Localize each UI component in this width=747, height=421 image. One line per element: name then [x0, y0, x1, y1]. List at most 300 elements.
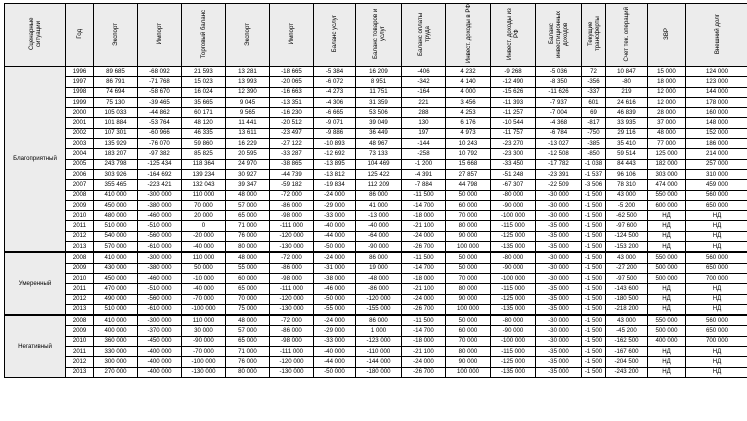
value-cell: -24 000: [402, 294, 446, 304]
table-row: [5, 294, 747, 304]
value-cell: 550 000: [648, 190, 686, 200]
value-cell: -180 500: [606, 294, 648, 304]
value-cell: -162 500: [606, 336, 648, 346]
value-cell: 550 000: [648, 315, 686, 326]
value-cell: -51 248: [491, 169, 536, 179]
year-cell: 2010: [66, 273, 94, 283]
value-cell: -35 000: [536, 231, 582, 241]
value-cell: -18 000: [402, 336, 446, 346]
header-row: [5, 4, 747, 67]
value-cell: -1 500: [582, 347, 606, 357]
value-cell: 650 000: [686, 326, 747, 336]
value-cell: -510 000: [138, 284, 182, 294]
value-cell: 50 000: [182, 263, 226, 273]
value-cell: 86 000: [356, 252, 402, 263]
value-cell: -44 739: [270, 169, 314, 179]
value-cell: -130 000: [270, 367, 314, 377]
table-container: [4, 3, 743, 378]
value-cell: 183 207: [94, 149, 138, 159]
year-cell: 2008: [66, 252, 94, 263]
value-cell: -120 000: [270, 294, 314, 304]
value-cell: -76 070: [138, 139, 182, 149]
value-cell: -12 692: [314, 149, 356, 159]
value-cell: 80 000: [226, 367, 270, 377]
value-cell: НД: [648, 304, 686, 315]
value-cell: -125 434: [138, 159, 182, 169]
value-cell: 310 000: [686, 169, 747, 179]
value-cell: -21 100: [402, 284, 446, 294]
value-cell: 243 798: [94, 159, 138, 169]
value-cell: 84 443: [606, 159, 648, 169]
value-cell: -18 665: [270, 67, 314, 77]
value-cell: -610 000: [138, 304, 182, 315]
value-cell: 100 000: [446, 304, 491, 315]
value-cell: 1 000: [356, 326, 402, 336]
value-cell: -4 273: [314, 87, 356, 97]
value-cell: 57 000: [226, 200, 270, 210]
value-cell: -560 000: [138, 294, 182, 304]
value-cell: 510 000: [94, 304, 138, 315]
value-cell: 60 000: [446, 200, 491, 210]
value-cell: 303 926: [94, 169, 138, 179]
value-cell: 4 232: [446, 67, 491, 77]
value-cell: 85 825: [182, 149, 226, 159]
value-cell: -72 000: [270, 190, 314, 200]
value-cell: -111 000: [270, 221, 314, 231]
value-cell: -11 393: [491, 97, 536, 107]
value-cell: -11 500: [402, 252, 446, 263]
value-cell: -125 000: [491, 231, 536, 241]
table-row: [5, 231, 747, 241]
column-header: Баланс оплаты труда: [402, 4, 446, 67]
value-cell: 4 000: [446, 87, 491, 97]
value-cell: -30 000: [536, 263, 582, 273]
value-cell: -13 895: [314, 159, 356, 169]
value-cell: -18 000: [402, 273, 446, 283]
value-cell: 86 000: [356, 190, 402, 200]
value-cell: -258: [402, 149, 446, 159]
value-cell: -67 307: [491, 180, 536, 190]
value-cell: -1 500: [582, 367, 606, 377]
value-cell: 700 000: [686, 336, 747, 346]
value-cell: -27 200: [606, 263, 648, 273]
value-cell: 36 449: [356, 128, 402, 138]
value-cell: 125 422: [356, 169, 402, 179]
value-cell: -243 200: [606, 367, 648, 377]
value-cell: 21 593: [182, 67, 226, 77]
value-cell: 75 000: [226, 304, 270, 315]
value-cell: 80 000: [226, 242, 270, 253]
value-cell: -6 665: [314, 108, 356, 118]
value-cell: -135 000: [491, 242, 536, 253]
value-cell: -30 000: [536, 211, 582, 221]
value-cell: -20 000: [182, 231, 226, 241]
value-cell: -90 000: [491, 263, 536, 273]
value-cell: -370 000: [138, 326, 182, 336]
value-cell: -24 000: [314, 190, 356, 200]
value-cell: -6 072: [314, 77, 356, 87]
table-row: [5, 367, 747, 377]
value-cell: -450 000: [138, 336, 182, 346]
value-cell: 46 839: [606, 108, 648, 118]
year-cell: 2005: [66, 159, 94, 169]
value-cell: -30 000: [536, 315, 582, 326]
value-cell: 19 000: [356, 263, 402, 273]
value-cell: 90 000: [446, 231, 491, 241]
value-cell: -30 000: [536, 336, 582, 346]
value-cell: 39 049: [356, 118, 402, 128]
table-row: [5, 118, 747, 128]
value-cell: 43 000: [606, 190, 648, 200]
value-cell: -70 000: [182, 294, 226, 304]
value-cell: 12 390: [226, 87, 270, 97]
column-header: Импорт: [270, 4, 314, 67]
value-cell: -44 862: [138, 108, 182, 118]
value-cell: 123 000: [686, 77, 747, 87]
value-cell: -30 000: [536, 326, 582, 336]
value-cell: -135 000: [491, 367, 536, 377]
value-cell: 60 171: [182, 108, 226, 118]
value-cell: -130 000: [182, 367, 226, 377]
value-cell: -12 490: [491, 77, 536, 87]
value-cell: -48 000: [356, 273, 402, 283]
table-row: [5, 139, 747, 149]
value-cell: -30 000: [536, 252, 582, 263]
value-cell: 80 000: [446, 221, 491, 231]
year-cell: 2000: [66, 108, 94, 118]
value-cell: -610 000: [138, 242, 182, 253]
value-cell: -33 450: [491, 159, 536, 169]
value-cell: 125 000: [648, 149, 686, 159]
value-cell: -817: [582, 118, 606, 128]
value-cell: -40 000: [182, 242, 226, 253]
value-cell: 59 514: [606, 149, 648, 159]
value-cell: 500 000: [648, 326, 686, 336]
column-header: Экспорт: [94, 4, 138, 67]
value-cell: 57 000: [226, 326, 270, 336]
value-cell: 43 000: [606, 252, 648, 263]
value-cell: -153 200: [606, 242, 648, 253]
value-cell: -1 500: [582, 315, 606, 326]
table-row: [5, 304, 747, 315]
value-cell: 104 469: [356, 159, 402, 169]
value-cell: 540 000: [94, 231, 138, 241]
value-cell: -24 000: [314, 252, 356, 263]
table-row: [5, 336, 747, 346]
value-cell: -337: [582, 87, 606, 97]
value-cell: 71 000: [226, 347, 270, 357]
value-cell: -10 000: [182, 273, 226, 283]
value-cell: -111 000: [270, 284, 314, 294]
value-cell: -5 036: [536, 67, 582, 77]
value-cell: 80 000: [446, 284, 491, 294]
table-row: [5, 357, 747, 367]
value-cell: 10 243: [446, 139, 491, 149]
value-cell: 60 000: [226, 273, 270, 283]
value-cell: 10 847: [606, 67, 648, 77]
value-cell: -11 257: [491, 108, 536, 118]
value-cell: -90 000: [491, 200, 536, 210]
value-cell: -50 000: [314, 242, 356, 253]
value-cell: 160 000: [686, 108, 747, 118]
value-cell: 24 970: [226, 159, 270, 169]
value-cell: -14 700: [402, 200, 446, 210]
value-cell: -13 027: [536, 139, 582, 149]
value-cell: 15 668: [446, 159, 491, 169]
value-cell: -16 663: [270, 87, 314, 97]
value-cell: 459 000: [686, 180, 747, 190]
value-cell: -1 200: [402, 159, 446, 169]
column-header: Баланс инвестиционных доходов: [536, 4, 582, 67]
table-row: [5, 190, 747, 200]
value-cell: 4 140: [446, 77, 491, 87]
table-body: [5, 67, 747, 378]
value-cell: -100 000: [182, 357, 226, 367]
value-cell: 8 951: [356, 77, 402, 87]
value-cell: -385: [582, 139, 606, 149]
column-header: Баланс услуг: [314, 4, 356, 67]
value-cell: 20 000: [182, 211, 226, 221]
value-cell: -27 122: [270, 139, 314, 149]
value-cell: -60 966: [138, 128, 182, 138]
value-cell: 31 359: [356, 97, 402, 107]
value-cell: -750: [582, 128, 606, 138]
value-cell: 300 000: [94, 357, 138, 367]
value-cell: -180 000: [356, 367, 402, 377]
year-cell: 1999: [66, 97, 94, 107]
value-cell: -70 000: [182, 347, 226, 357]
value-cell: -15 626: [491, 87, 536, 97]
value-cell: НД: [648, 357, 686, 367]
value-cell: 39 347: [226, 180, 270, 190]
value-cell: -6 784: [536, 128, 582, 138]
value-cell: -342: [402, 77, 446, 87]
value-cell: -35 000: [536, 367, 582, 377]
value-cell: -120 000: [356, 294, 402, 304]
value-cell: -50 000: [314, 294, 356, 304]
year-cell: 2002: [66, 128, 94, 138]
value-cell: 186 000: [686, 139, 747, 149]
value-cell: -1 500: [582, 336, 606, 346]
year-cell: 2012: [66, 357, 94, 367]
value-cell: 37 000: [648, 118, 686, 128]
value-cell: -164 692: [138, 169, 182, 179]
value-cell: -5 200: [606, 200, 648, 210]
value-cell: 15 000: [648, 67, 686, 77]
value-cell: -560 000: [138, 231, 182, 241]
value-cell: -86 000: [270, 326, 314, 336]
value-cell: 107 301: [94, 128, 138, 138]
value-cell: -223 421: [138, 180, 182, 190]
value-cell: 355 465: [94, 180, 138, 190]
value-cell: -29 000: [314, 326, 356, 336]
column-header: Торговый баланс: [182, 4, 226, 67]
year-cell: 2009: [66, 200, 94, 210]
value-cell: -13 000: [356, 211, 402, 221]
value-cell: -50 000: [314, 367, 356, 377]
value-cell: -44 000: [314, 357, 356, 367]
value-cell: 76 000: [226, 357, 270, 367]
value-cell: -97 500: [606, 273, 648, 283]
value-cell: 430 000: [94, 263, 138, 273]
value-cell: -35 000: [536, 242, 582, 253]
value-cell: 11 441: [226, 118, 270, 128]
value-cell: 470 000: [94, 284, 138, 294]
value-cell: -406: [402, 67, 446, 77]
year-cell: 2009: [66, 263, 94, 273]
value-cell: 560 000: [686, 315, 747, 326]
value-cell: 490 000: [94, 294, 138, 304]
value-cell: -1 500: [582, 284, 606, 294]
value-cell: 101 884: [94, 118, 138, 128]
table-row: [5, 273, 747, 283]
year-cell: 2013: [66, 242, 94, 253]
value-cell: 71 000: [226, 221, 270, 231]
value-cell: -100 000: [491, 273, 536, 283]
value-cell: -26 700: [402, 242, 446, 253]
value-cell: -135 000: [491, 304, 536, 315]
value-cell: -12 508: [536, 149, 582, 159]
value-cell: -4 368: [536, 118, 582, 128]
value-cell: -1 500: [582, 273, 606, 283]
value-cell: -10 893: [314, 139, 356, 149]
value-cell: -100 000: [491, 336, 536, 346]
value-cell: -68 092: [138, 67, 182, 77]
value-cell: -510 000: [138, 221, 182, 231]
value-cell: 12 000: [648, 97, 686, 107]
year-cell: 2012: [66, 231, 94, 241]
value-cell: 214 000: [686, 149, 747, 159]
value-cell: -110 000: [356, 347, 402, 357]
value-cell: 110 000: [182, 315, 226, 326]
value-cell: -130 000: [270, 304, 314, 315]
value-cell: 410 000: [94, 252, 138, 263]
value-cell: -100 000: [182, 304, 226, 315]
value-cell: -300 000: [138, 315, 182, 326]
value-cell: -72 000: [270, 315, 314, 326]
value-cell: -59 182: [270, 180, 314, 190]
column-header: Счет тек. операций: [606, 4, 648, 67]
value-cell: -29 000: [314, 200, 356, 210]
value-cell: -115 000: [491, 347, 536, 357]
value-cell: 69: [582, 108, 606, 118]
value-cell: -13 812: [314, 169, 356, 179]
value-cell: -400 000: [138, 357, 182, 367]
value-cell: -46 000: [314, 284, 356, 294]
value-cell: НД: [648, 211, 686, 221]
value-cell: 6 176: [446, 118, 491, 128]
value-cell: НД: [686, 231, 747, 241]
table-row: [5, 315, 747, 326]
value-cell: -460 000: [138, 211, 182, 221]
table-row: [5, 326, 747, 336]
value-cell: -9 886: [314, 128, 356, 138]
value-cell: 600 000: [648, 200, 686, 210]
value-cell: 70 000: [182, 200, 226, 210]
value-cell: -300 000: [138, 190, 182, 200]
value-cell: 41 000: [356, 200, 402, 210]
value-cell: -86 000: [270, 200, 314, 210]
value-cell: -80 000: [491, 252, 536, 263]
column-header: Год: [66, 4, 94, 67]
value-cell: 360 000: [94, 336, 138, 346]
year-cell: 2013: [66, 304, 94, 315]
value-cell: НД: [648, 231, 686, 241]
value-cell: -30 000: [536, 273, 582, 283]
year-cell: 2007: [66, 180, 94, 190]
table-row: [5, 169, 747, 179]
value-cell: 48 000: [648, 128, 686, 138]
table-row: [5, 252, 747, 263]
value-cell: 303 000: [648, 169, 686, 179]
value-cell: -40 000: [314, 347, 356, 357]
value-cell: 48 120: [182, 118, 226, 128]
value-cell: -125 000: [491, 357, 536, 367]
value-cell: 139 234: [182, 169, 226, 179]
column-header: Сценарные ситуации: [5, 4, 66, 67]
value-cell: 48 000: [226, 315, 270, 326]
table-row: [5, 67, 747, 77]
value-cell: -23 391: [536, 169, 582, 179]
value-cell: -125 000: [491, 294, 536, 304]
value-cell: НД: [686, 221, 747, 231]
value-cell: -1 500: [582, 242, 606, 253]
value-cell: -115 000: [491, 221, 536, 231]
value-cell: -71 768: [138, 77, 182, 87]
value-cell: -11 500: [402, 315, 446, 326]
value-cell: 118 364: [182, 159, 226, 169]
value-cell: -100 000: [491, 211, 536, 221]
value-cell: 148 000: [686, 118, 747, 128]
value-cell: -1 500: [582, 200, 606, 210]
value-cell: -1 500: [582, 221, 606, 231]
value-cell: 130: [402, 118, 446, 128]
table-row: [5, 128, 747, 138]
value-cell: -7 004: [536, 108, 582, 118]
value-cell: -33 287: [270, 149, 314, 159]
table-row: [5, 347, 747, 357]
table-row: [5, 284, 747, 294]
value-cell: 560 000: [686, 252, 747, 263]
value-cell: -64 000: [356, 231, 402, 241]
value-cell: -62 500: [606, 211, 648, 221]
value-cell: 70 000: [446, 336, 491, 346]
value-cell: -40 000: [356, 221, 402, 231]
value-cell: 288: [402, 108, 446, 118]
value-cell: НД: [686, 304, 747, 315]
value-cell: НД: [686, 367, 747, 377]
value-cell: 182 000: [648, 159, 686, 169]
table-row: [5, 180, 747, 190]
value-cell: -35 000: [536, 294, 582, 304]
value-cell: -97 600: [606, 221, 648, 231]
value-cell: -204 500: [606, 357, 648, 367]
value-cell: 410 000: [94, 315, 138, 326]
value-cell: -1 038: [582, 159, 606, 169]
value-cell: 474 000: [648, 180, 686, 190]
value-cell: -120 000: [270, 357, 314, 367]
value-cell: -23 497: [270, 128, 314, 138]
year-cell: 2008: [66, 190, 94, 200]
value-cell: 135 929: [94, 139, 138, 149]
value-cell: -40 000: [314, 221, 356, 231]
value-cell: -115 000: [491, 284, 536, 294]
value-cell: 4 973: [446, 128, 491, 138]
value-cell: -11 626: [536, 87, 582, 97]
value-cell: -356: [582, 77, 606, 87]
value-cell: 76 000: [226, 231, 270, 241]
value-cell: НД: [648, 242, 686, 253]
